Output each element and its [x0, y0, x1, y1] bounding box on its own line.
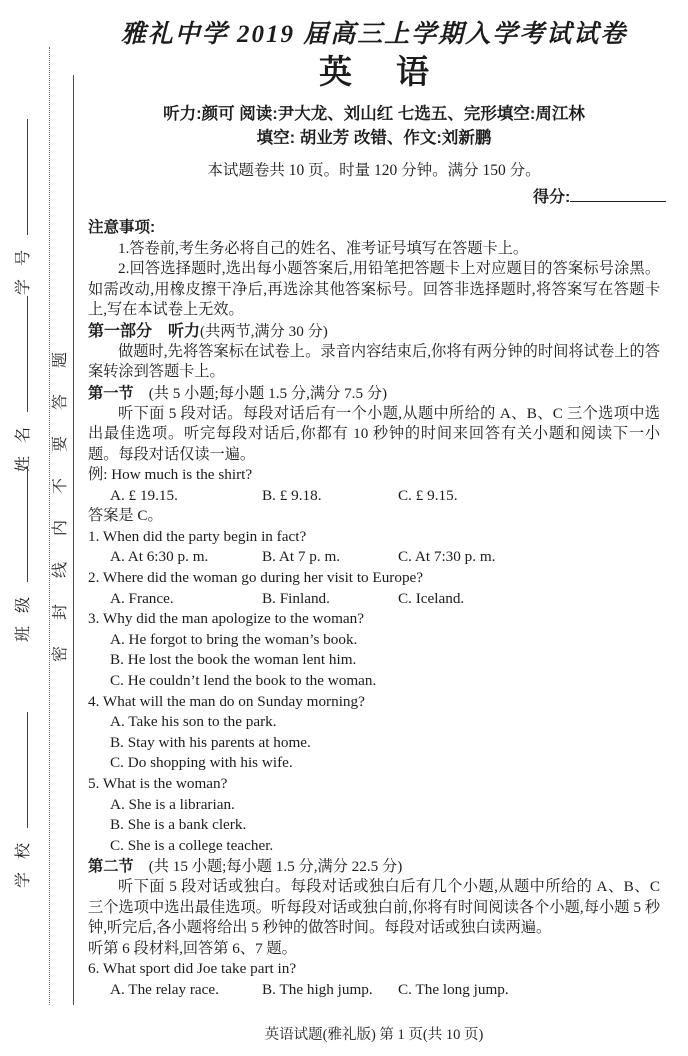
section1-heading	[88, 383, 660, 404]
question-2-options	[110, 589, 660, 610]
school-label: 学校	[15, 829, 32, 888]
name-field	[14, 296, 34, 472]
notice-item-1: 1.答卷前,考生务必将自己的姓名、准考证号填写在答题卡上。	[118, 239, 529, 257]
student-number-blank	[14, 119, 28, 235]
q1-option-c: C. At 7:30 p. m.	[398, 548, 496, 566]
score-blank	[570, 187, 666, 202]
question-6: 6. What sport did Joe take part in?	[88, 960, 297, 978]
part1-heading-bold: 第一部分 听力	[88, 322, 201, 340]
example-options	[110, 486, 660, 507]
part1-heading-rest: (共两节,满分 30 分)	[200, 322, 328, 340]
student-number-field	[14, 119, 34, 295]
section1-heading-bold: 第一节	[88, 384, 134, 402]
page-footer: 英语试题(雅礼版) 第 1 页(共 10 页)	[264, 1027, 484, 1043]
example-option-c: C. £ 9.15.	[398, 486, 458, 504]
question-2: 2. Where did the woman go during her visit to Europe?	[88, 568, 424, 586]
class-field	[14, 466, 34, 642]
student-number-label: 学号	[15, 236, 32, 295]
q6-option-a: A. The relay race.	[110, 980, 219, 998]
q6-option-b: B. The high jump.	[262, 980, 373, 998]
seal-solid-line	[73, 75, 74, 1005]
question-1: 1. When did the party begin in fact?	[88, 527, 307, 545]
seal-warning-text: 密封线内不要答题	[52, 325, 69, 662]
question-5: 5. What is the woman?	[88, 774, 228, 792]
example-option-b: B. £ 9.18.	[262, 486, 322, 504]
q5-option-b: B. She is a bank clerk.	[110, 816, 247, 834]
section2-heading-rest: (共 15 小题;每小题 1.5 分,满分 22.5 分)	[133, 858, 403, 876]
q3-option-b: B. He lost the book the woman lent him.	[110, 651, 357, 669]
question-4: 4. What will the man do on Sunday morning?	[88, 692, 365, 710]
q5-option-c: C. She is a college teacher.	[110, 836, 274, 854]
section2-heading	[88, 856, 660, 877]
example-prompt: 例: How much is the shirt?	[88, 466, 253, 483]
q4-option-c: C. Do shopping with his wife.	[110, 754, 293, 772]
q5-option-a: A. She is a librarian.	[110, 795, 235, 813]
q1-option-b: B. At 7 p. m.	[262, 548, 341, 566]
q6-option-c: C. The long jump.	[398, 980, 509, 998]
seal-dotted-line	[49, 47, 50, 1005]
q4-option-b: B. Stay with his parents at home.	[110, 733, 311, 751]
name-label: 姓名	[15, 413, 32, 472]
subject-title: 英语	[319, 55, 473, 91]
credits-line-2: 填空: 胡业芳 改错、作文:刘新鹏	[256, 129, 492, 147]
q2-option-b: B. Finland.	[262, 589, 330, 607]
q1-option-a: A. At 6:30 p. m.	[110, 548, 209, 566]
class-blank	[14, 466, 28, 582]
q2-option-c: C. Iceland.	[398, 589, 465, 607]
question-1-options	[110, 547, 660, 568]
credits-line-1: 听力:颜可 阅读:尹大龙、刘山红 七选五、完形填空:周江林	[163, 105, 585, 123]
notice-item-2: 2.回答选择题时,选出每小题答案后,用铅笔把答题卡上对应题目的答案标号涂黑。如需改动,用橡皮擦干净后,再选涂其他答案标号。回答非选择题时,将答案写在答题卡上,写在本试卷上无效。	[88, 260, 660, 318]
part1-heading	[88, 321, 660, 342]
q3-option-a: A. He forgot to bring the woman’s book.	[110, 630, 358, 648]
exam-title: 雅礼中学 2019 届高三上学期入学考试试卷	[120, 21, 628, 48]
exam-content	[88, 0, 660, 1001]
score-line	[533, 187, 660, 209]
section2-intro: 听下面 5 段对话或独白。每段对话或独白后有几个小题,从题中所给的 A、B、C 三个选项中选出最佳选项。听每段对话或独白前,你将有时间阅读各个小题,每小题 5 秒钟,听完后,各小题将给出 5 秒钟的做答时间。每段对话或独白读两遍。	[88, 878, 660, 937]
q4-option-a: A. Take his son to the park.	[110, 713, 277, 731]
question-3: 3. Why did the man apologize to the woman?	[88, 610, 364, 628]
class-label: 班级	[15, 583, 32, 642]
part1-intro: 做题时,先将答案标在试卷上。录音内容结束后,你将有两分钟的时间将试卷上的答案转涂到答题卡上。	[88, 342, 660, 380]
paper-info: 本试题卷共 10 页。时量 120 分钟。满分 150 分。	[207, 162, 541, 179]
score-label: 得分:	[533, 189, 571, 206]
example-answer: 答案是 C。	[88, 507, 163, 525]
material-note: 听第 6 段材料,回答第 6、7 题。	[88, 939, 297, 957]
q2-option-a: A. France.	[110, 589, 174, 607]
name-blank	[14, 296, 28, 412]
example-option-a: A. £ 19.15.	[110, 486, 178, 504]
question-6-options	[110, 980, 660, 1001]
section1-intro: 听下面 5 段对话。每段对话后有一个小题,从题中所给的 A、B、C 三个选项中选出最佳选项。听完每段对话后,你都有 10 秒钟的时间来回答有关小题和阅读下一小题。每段对话仅读一遍。	[88, 404, 660, 463]
school-field	[14, 712, 34, 888]
q3-option-c: C. He couldn’t lend the book to the woman.	[110, 671, 377, 689]
section2-heading-bold: 第二节	[88, 858, 134, 876]
notice-heading: 注意事项:	[88, 219, 156, 236]
section1-heading-rest: (共 5 小题;每小题 1.5 分,满分 7.5 分)	[133, 384, 388, 402]
school-blank	[14, 712, 28, 828]
